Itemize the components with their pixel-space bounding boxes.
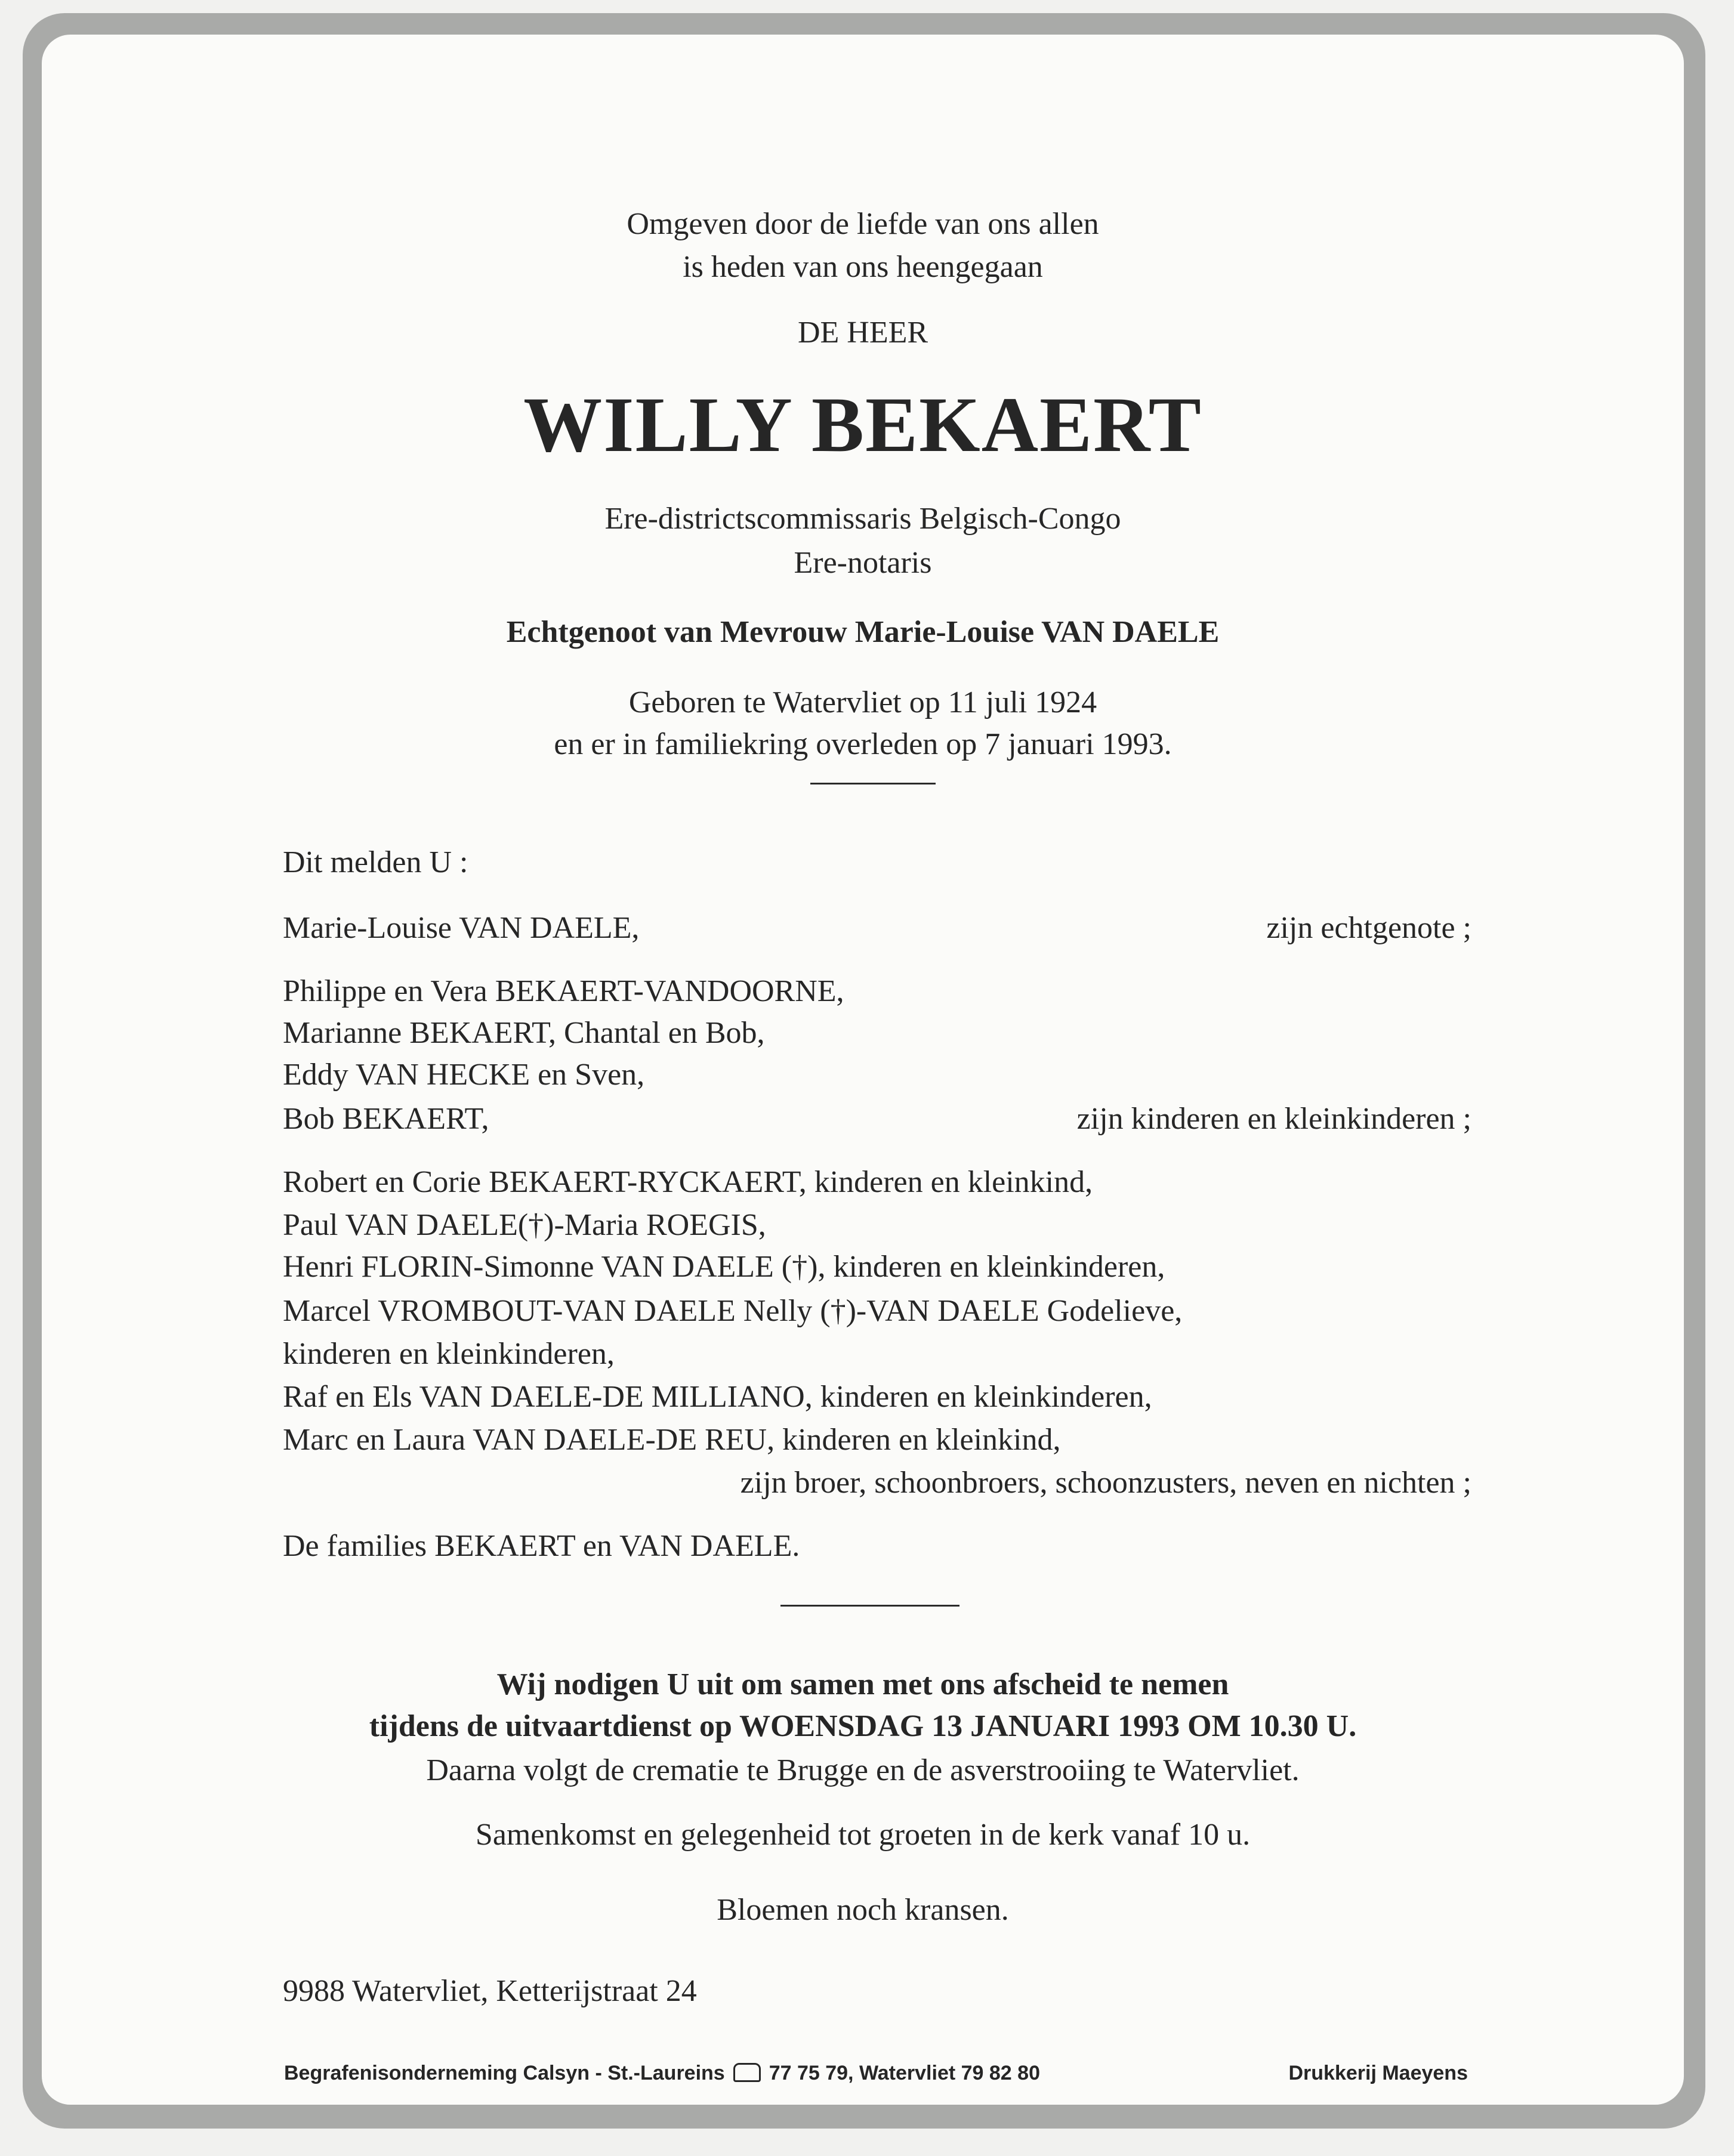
child-line-2: Marianne BEKAERT, Chantal en Bob, (283, 1016, 765, 1050)
title-prefix: DE HEER (797, 316, 928, 350)
announce-line: Dit melden U : (283, 845, 468, 879)
footer-undertaker-name: Begrafenisonderneming Calsyn - St.-Laureins (284, 2062, 725, 2084)
function-line-1: Ere-districtscommissaris Belgisch-Congo (604, 502, 1121, 536)
death-line: en er in familiekring overleden op 7 januari 1993. (554, 727, 1172, 761)
families-line: De families BEKAERT en VAN DAELE. (283, 1529, 800, 1563)
relative-line-4: Marcel VROMBOUT-VAN DAELE Nelly (†)-VAN DAELE Godelieve, (283, 1294, 1183, 1328)
divider-2 (780, 1605, 959, 1607)
cremation-line: Daarna volgt de crematie te Brugge en de asverstrooiing te Watervliet. (426, 1753, 1300, 1787)
relative-line-6: Raf en Els VAN DAELE-DE MILLIANO, kinderen en kleinkinderen, (283, 1380, 1152, 1414)
function-line-2: Ere-notaris (794, 546, 932, 580)
spouse-name: Marie-Louise VAN DAELE, (283, 911, 640, 945)
intro-line-1: Omgeven door de liefde van ons allen (627, 207, 1099, 241)
invitation-line-1: Wij nodigen U uit om samen met ons afscheid te nemen (496, 1667, 1229, 1701)
flowers-line: Bloemen noch kransen. (717, 1893, 1009, 1927)
relatives-role: zijn broer, schoonbroers, schoonzusters, neven en nichten ; (740, 1466, 1471, 1500)
birth-line: Geboren te Watervliet op 11 juli 1924 (628, 685, 1097, 719)
child-line-4: Bob BEKAERT, (283, 1102, 489, 1136)
divider-1 (810, 783, 936, 784)
invitation-line-2: tijdens de uitvaartdienst op WOENSDAG 13 JANUARI 1993 OM 10.30 U. (369, 1709, 1357, 1743)
footer-undertaker (284, 2063, 1040, 2083)
relative-line-2: Paul VAN DAELE(†)-Maria ROEGIS, (283, 1208, 766, 1242)
footer-phones: 77 75 79, Watervliet 79 82 80 (769, 2062, 1040, 2084)
spouse-role: zijn echtgenote ; (1266, 911, 1471, 945)
deceased-name: WILLY BEKAERT (523, 381, 1202, 468)
gathering-line: Samenkomst en gelegenheid tot groeten in de kerk vanaf 10 u. (475, 1818, 1251, 1852)
address-line: 9988 Watervliet, Ketterijstraat 24 (283, 1974, 697, 2008)
child-line-3: Eddy VAN HECKE en Sven, (283, 1058, 645, 1092)
child-line-1: Philippe en Vera BEKAERT-VANDOORNE, (283, 974, 844, 1008)
children-role: zijn kinderen en kleinkinderen ; (1076, 1102, 1471, 1136)
relative-line-7: Marc en Laura VAN DAELE-DE REU, kinderen en kleinkind, (283, 1423, 1061, 1457)
footer-printer: Drukkerij Maeyens (1288, 2062, 1468, 2084)
intro-line-2: is heden van ons heengegaan (683, 250, 1043, 284)
mourning-card (42, 35, 1684, 2105)
spouse-line: Echtgenoot van Mevrouw Marie-Louise VAN DAELE (506, 615, 1220, 649)
relative-line-1: Robert en Corie BEKAERT-RYCKAERT, kinderen en kleinkind, (283, 1165, 1093, 1199)
relative-line-3: Henri FLORIN-Simonne VAN DAELE (†), kinderen en kleinkinderen, (283, 1250, 1165, 1284)
relative-line-5: kinderen en kleinkinderen, (283, 1337, 615, 1371)
telephone-icon (733, 2063, 761, 2082)
